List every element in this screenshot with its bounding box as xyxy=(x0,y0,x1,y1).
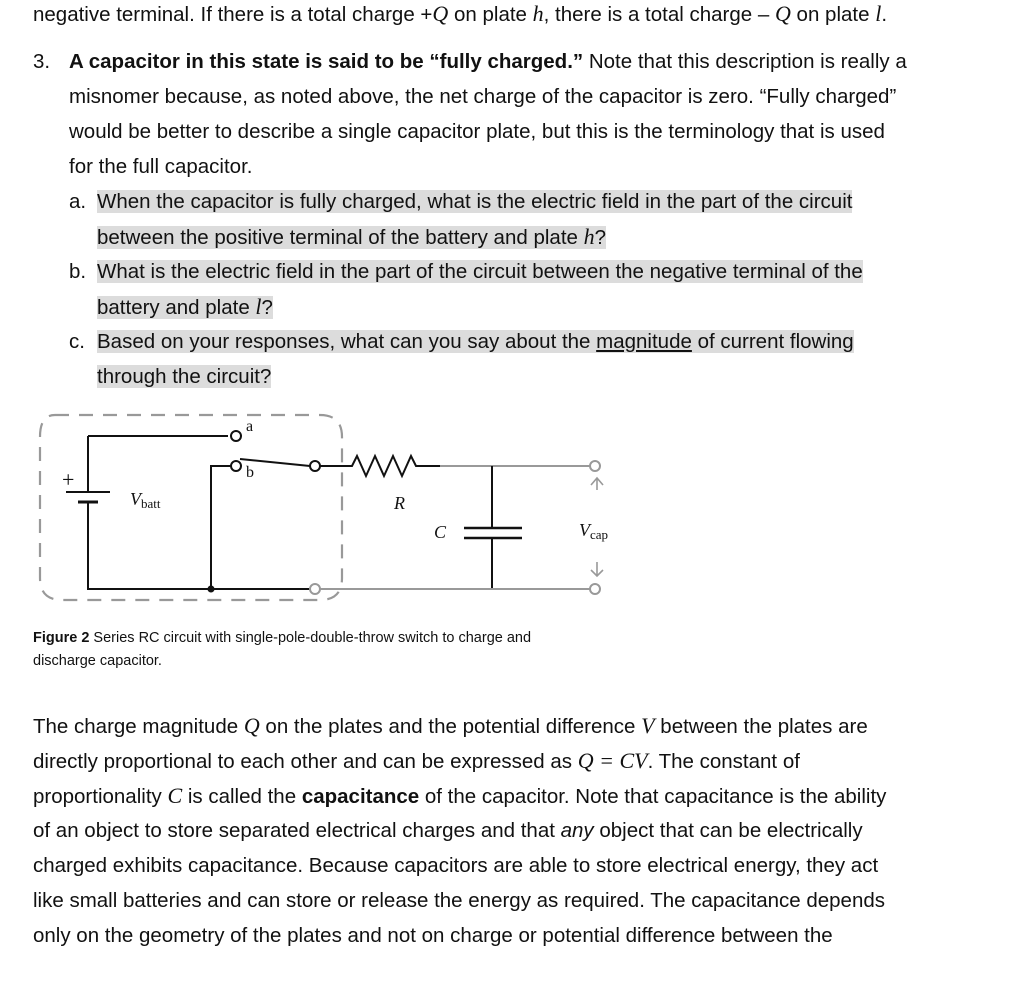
sub-b-line-1 xyxy=(97,254,863,289)
item-3-number: 3. xyxy=(33,50,51,73)
sub-a-line-1 xyxy=(97,184,852,219)
label-a: a xyxy=(246,418,254,435)
intro-text-2: on plate xyxy=(448,3,533,26)
terminal-out-top xyxy=(590,461,600,471)
emphasis-any: any xyxy=(560,819,594,842)
item-3-line-4: for the full capacitor. xyxy=(69,155,253,178)
para-line-2: directly proportional to each other and can be expressed as Q = CV. The constant of xyxy=(33,748,800,773)
terminal-b xyxy=(231,461,241,471)
para-line-4: of an object to store separated electrical charges and that any object that can be electrically xyxy=(33,819,863,842)
intro-text-3: , there is a total charge – xyxy=(543,3,775,26)
sub-c-text-2: through the circuit? xyxy=(97,365,272,388)
sub-c-text-1a: Based on your responses, what can you say about the xyxy=(97,330,597,353)
intro-line xyxy=(33,0,887,32)
sub-b-text-1: What is the electric field in the part of the circuit between the negative terminal of the xyxy=(97,260,863,283)
figure-caption-line-1 xyxy=(33,627,531,650)
var-h: h xyxy=(532,1,544,26)
arrow-down-icon xyxy=(591,562,603,576)
label-plus: + xyxy=(62,467,75,492)
terminal-out-bottom xyxy=(590,584,600,594)
switch-pivot xyxy=(310,461,320,471)
sub-b-text-2: battery and plate xyxy=(97,296,256,319)
label-c: C xyxy=(434,522,447,542)
intro-text-5: . xyxy=(881,3,888,26)
sub-c-line-1 xyxy=(97,324,854,359)
term-capacitance: capacitance xyxy=(301,785,420,808)
wire-b-down xyxy=(211,466,231,589)
intro-text-1: negative terminal. If there is a total charge + xyxy=(33,3,433,26)
dashed-enclosure xyxy=(40,415,342,600)
wire-battery-down xyxy=(88,502,310,589)
item-3-text: Note that this description is really a xyxy=(583,50,907,73)
sub-b-marker: b. xyxy=(69,260,87,283)
resistor xyxy=(320,456,440,476)
item-3-line-3: would be better to describe a single capacitor plate, but this is the terminology that is used xyxy=(69,120,885,143)
label-vcap: Vcap xyxy=(579,520,609,542)
rc-circuit-diagram xyxy=(0,405,640,615)
terminal-a xyxy=(231,431,241,441)
junction-dot xyxy=(208,586,215,593)
para-line-1: The charge magnitude Q on the plates and the potential difference V between the plates are xyxy=(33,713,868,738)
equation: Q = CV xyxy=(577,748,648,773)
sub-a-text-2: between the positive terminal of the battery and plate xyxy=(97,226,584,249)
sub-c-marker: c. xyxy=(69,330,85,353)
sub-c-text-1b: of current flowing xyxy=(691,330,854,353)
sub-c-line-2 xyxy=(97,359,271,394)
var-l: l xyxy=(255,294,262,319)
var-h: h xyxy=(583,224,595,249)
sub-a-qmark: ? xyxy=(594,226,607,249)
var-v: V xyxy=(641,713,655,738)
caption-figure-label: Figure 2 xyxy=(33,630,90,646)
para-line-7: only on the geometry of the plates and not on charge or potential difference between the xyxy=(33,924,833,947)
para-line-3: proportionality C is called the capacitance of the capacitor. Note that capacitance is the ability xyxy=(33,783,887,808)
var-q: Q xyxy=(243,713,260,738)
item-3-bold: A capacitor in this state is said to be “fully charged.” xyxy=(69,50,584,73)
sub-a-line-2 xyxy=(97,219,606,255)
label-r: R xyxy=(394,493,405,513)
label-b: b xyxy=(246,464,254,481)
intro-text-4: on plate xyxy=(790,3,876,26)
para-line-5: charged exhibits capacitance. Because capacitors are able to store electrical energy, they act xyxy=(33,854,879,877)
label-vbatt: Vbatt xyxy=(130,489,161,511)
item-3-line-1 xyxy=(69,44,907,79)
sub-b-line-2 xyxy=(97,289,273,325)
sub-c-underlined: magnitude xyxy=(596,330,692,353)
para-line-6: like small batteries and can store or release the energy as required. The capacitance depends xyxy=(33,889,886,912)
var-q: Q xyxy=(774,1,791,26)
item-3-line-2: misnomer because, as noted above, the net charge of the capacitor is zero. “Fully charged” xyxy=(69,85,897,108)
var-c: C xyxy=(167,783,183,808)
sub-b-qmark: ? xyxy=(261,296,273,319)
terminal-bottom-switch xyxy=(310,584,320,594)
var-q: Q xyxy=(432,1,449,26)
caption-text-1: Series RC circuit with single-pole-double-throw switch to charge and xyxy=(89,630,532,646)
figure-caption-line-2: discharge capacitor. xyxy=(33,653,162,669)
sub-a-marker: a. xyxy=(69,190,87,213)
var-l: l xyxy=(875,1,882,26)
sub-a-text-1: When the capacitor is fully charged, what is the electric field in the part of the circuit xyxy=(97,190,853,213)
arrow-up-icon xyxy=(591,478,603,490)
